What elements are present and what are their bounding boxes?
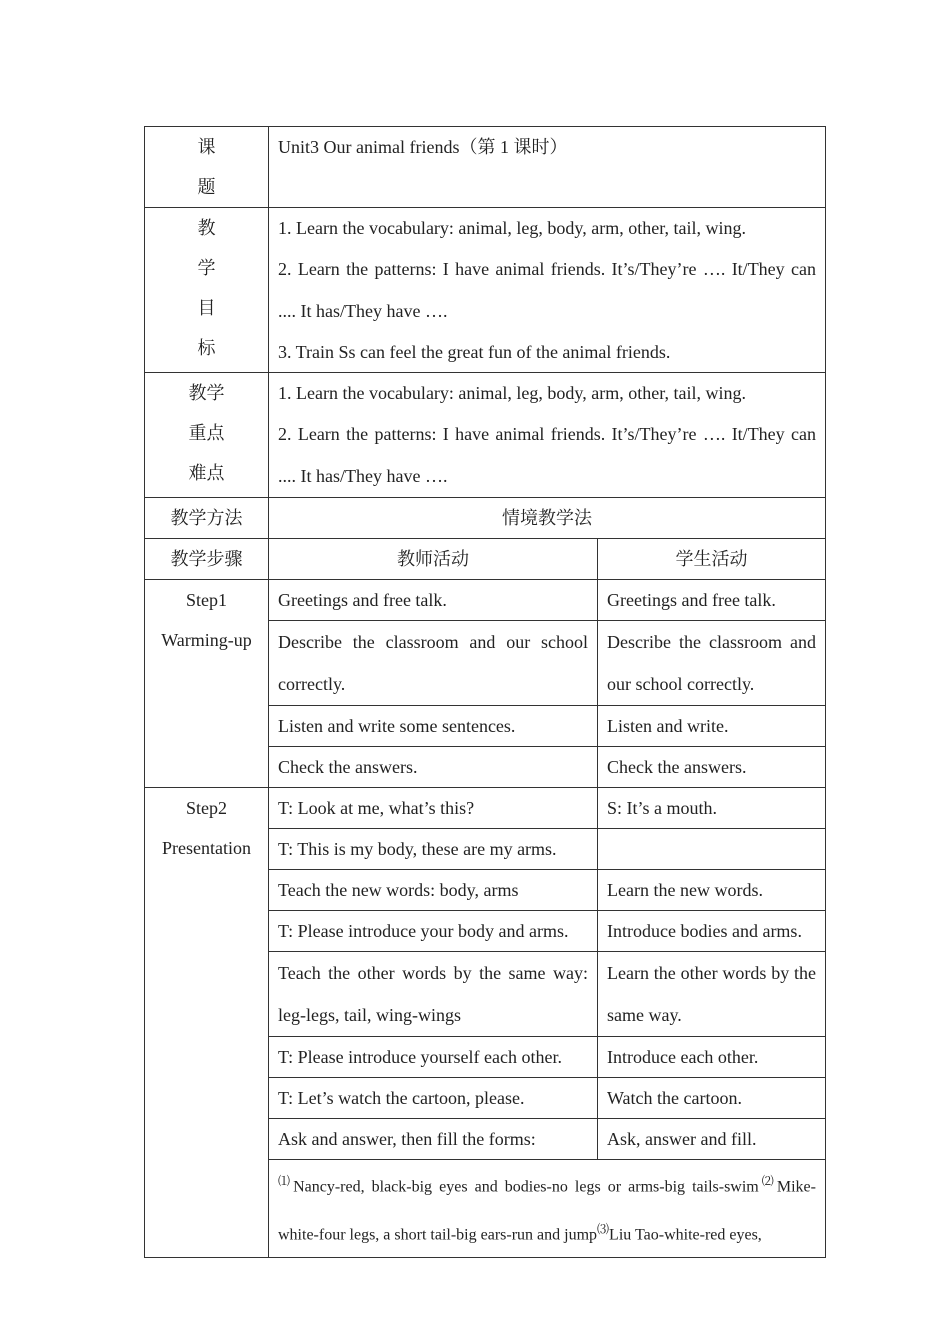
student-activity: Describe the classroom and our school correctly. [598, 621, 826, 706]
objectives-label-line: 标 [197, 338, 216, 358]
key-points-label [145, 373, 269, 498]
student-activity: Watch the cartoon. [598, 1078, 826, 1119]
objectives-content [269, 208, 826, 373]
lesson-plan-table [144, 126, 826, 1258]
teacher-activity: Teach the new words: body, arms [269, 870, 598, 911]
key-points-row [145, 373, 826, 498]
objective-item: 1. Learn the vocabulary: animal, leg, body, arm, other, tail, wing. [278, 218, 746, 238]
step2-label [145, 788, 269, 1258]
topic-row [145, 127, 826, 208]
student-activity: Check the answers. [598, 747, 826, 788]
key-point-item: 1. Learn the vocabulary: animal, leg, body, arm, other, tail, wing. [278, 383, 746, 403]
key-point-item: 2. Learn the patterns: I have animal friends. It’s/They’re …. It/They can .... It has/They have …. [278, 424, 816, 486]
note-number: ⑶ [597, 1222, 610, 1237]
teacher-activity: Teach the other words by the same way: leg-legs, tail, wing-wings [269, 952, 598, 1037]
student-activity: Learn the new words. [598, 870, 826, 911]
step1-title: Step1 [185, 590, 227, 610]
step1-label [145, 580, 269, 788]
objectives-row [145, 208, 826, 373]
teacher-activity: Greetings and free talk. [269, 580, 598, 621]
teacher-activity: Check the answers. [269, 747, 598, 788]
key-points-label-line: 教学 [188, 383, 225, 403]
objectives-label-line: 学 [197, 258, 216, 278]
topic-label [145, 127, 269, 208]
topic-label-line: 课 [197, 137, 216, 157]
step2-title: Step2 [185, 798, 227, 818]
note-text: Liu Tao-white-red eyes, [609, 1226, 762, 1244]
topic-value: Unit3 Our animal friends（第 1 课时） [269, 127, 826, 208]
objective-item: 2. Learn the patterns: I have animal friends. It’s/They’re …. It/They can .... It has/They have …. [278, 259, 816, 321]
teacher-activity: T: Please introduce yourself each other. [269, 1037, 598, 1078]
key-points-label-line: 难点 [188, 463, 225, 483]
student-activity: Ask, answer and fill. [598, 1119, 826, 1160]
method-value: 情境教学法 [269, 498, 826, 539]
objectives-label-line: 目 [197, 298, 216, 318]
note-number: ⑵ [758, 1174, 777, 1188]
student-activity: Greetings and free talk. [598, 580, 826, 621]
note-text: Nancy-red, black-big eyes and bodies-no legs or arms-big tails-swim [293, 1178, 759, 1196]
objectives-label [145, 208, 269, 373]
method-label: 教学方法 [145, 498, 269, 539]
key-points-label-line: 重点 [188, 423, 225, 443]
note-text: Mike-white-four legs, a short tail-big ears-run and jump [278, 1178, 816, 1244]
teacher-activity: Describe the classroom and our school correctly. [269, 621, 598, 706]
teacher-activity: Listen and write some sentences. [269, 706, 598, 747]
forms-notes [269, 1160, 826, 1258]
objective-item: 3. Train Ss can feel the great fun of the animal friends. [278, 342, 671, 362]
student-activity-header: 学生活动 [598, 539, 826, 580]
student-activity: Introduce bodies and arms. [598, 911, 826, 952]
objectives-label-line: 教 [197, 218, 216, 238]
steps-label: 教学步骤 [145, 539, 269, 580]
steps-header-row [145, 539, 826, 580]
teacher-activity-header: 教师活动 [269, 539, 598, 580]
student-activity: S: It’s a mouth. [598, 788, 826, 829]
step2-subtitle: Presentation [162, 838, 251, 858]
method-row [145, 498, 826, 539]
key-points-content [269, 373, 826, 498]
teacher-activity: T: Please introduce your body and arms. [269, 911, 598, 952]
student-activity: Listen and write. [598, 706, 826, 747]
student-activity: Introduce each other. [598, 1037, 826, 1078]
teacher-activity: T: This is my body, these are my arms. [269, 829, 598, 870]
student-activity [598, 829, 826, 870]
teacher-activity: T: Let’s watch the cartoon, please. [269, 1078, 598, 1119]
teacher-activity: T: Look at me, what’s this? [269, 788, 598, 829]
table-row [145, 788, 826, 829]
note-number: ⑴ [278, 1174, 294, 1188]
student-activity: Learn the other words by the same way. [598, 952, 826, 1037]
step1-subtitle: Warming-up [161, 630, 252, 650]
topic-label-line: 题 [197, 177, 216, 197]
teacher-activity: Ask and answer, then fill the forms: [269, 1119, 598, 1160]
table-row [145, 580, 826, 621]
